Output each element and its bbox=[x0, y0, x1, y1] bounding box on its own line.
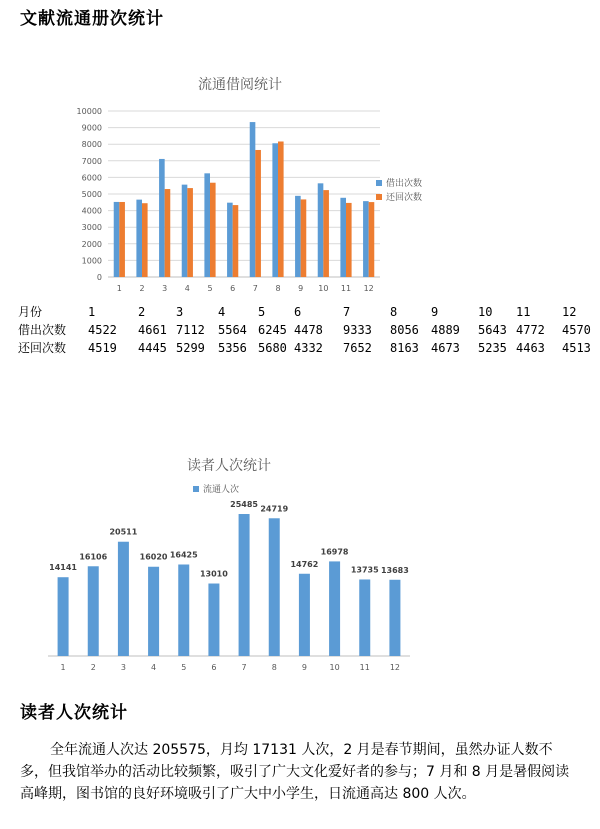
chart1-y-tick-label: 1000 bbox=[81, 256, 102, 266]
chart2-data-label: 24719 bbox=[260, 504, 289, 514]
chart1-y-tick-label: 4000 bbox=[81, 206, 102, 216]
chart1-x-tick-label: 10 bbox=[318, 284, 329, 293]
table-cell-month-10: 10 bbox=[478, 305, 493, 319]
table-cell-lend-12: 4570 bbox=[562, 323, 591, 337]
chart2-data-label: 13010 bbox=[199, 569, 228, 579]
chart1-x-tick-label: 6 bbox=[230, 284, 236, 293]
chart1-legend-label: 还回次数 bbox=[386, 193, 423, 203]
table-cell-month-4: 4 bbox=[218, 305, 226, 319]
chart2-bar bbox=[178, 564, 189, 656]
chart2-x-tick-label: 2 bbox=[90, 663, 96, 672]
chart2-x-tick-label: 6 bbox=[211, 663, 217, 672]
chart2-x-tick-label: 4 bbox=[151, 663, 157, 672]
chart1-x-tick-label: 4 bbox=[184, 284, 190, 293]
chart2-x-tick-label: 5 bbox=[181, 663, 187, 672]
table-cell-month-6: 6 bbox=[294, 305, 302, 319]
chart1-x-tick-label: 12 bbox=[363, 284, 374, 293]
table-cell-month-12: 12 bbox=[562, 305, 577, 319]
chart2-bar bbox=[118, 542, 129, 656]
table-cell-lend-10: 5643 bbox=[478, 323, 507, 337]
chart2-x-tick-label: 1 bbox=[60, 663, 66, 672]
chart2-x-tick-label: 11 bbox=[359, 663, 370, 672]
table-cell-return-6: 4332 bbox=[294, 341, 323, 355]
table-cell-lend-6: 4478 bbox=[294, 323, 323, 337]
chart1-y-tick-label: 5000 bbox=[81, 190, 102, 199]
chart2-data-label: 13735 bbox=[350, 565, 379, 575]
table-cell-return-1: 4519 bbox=[88, 341, 117, 355]
chart2-bar bbox=[269, 518, 280, 656]
table-cell-return-11: 4463 bbox=[516, 341, 545, 355]
chart2-bar bbox=[329, 561, 340, 656]
table-cell-lend-11: 4772 bbox=[516, 323, 545, 337]
chart2-title: 读者人次统计 bbox=[187, 458, 271, 474]
table-cell-return-7: 7652 bbox=[343, 341, 372, 355]
table-cell-return-9: 4673 bbox=[431, 341, 460, 355]
chart2-x-tick-label: 12 bbox=[389, 663, 401, 672]
chart1-y-tick-label: 6000 bbox=[81, 173, 102, 183]
table-cell-month-11: 11 bbox=[516, 305, 531, 319]
chart2-bar bbox=[208, 584, 219, 656]
row-label-return: 还回次数 bbox=[18, 341, 67, 355]
table-cell-return-2: 4445 bbox=[138, 341, 167, 355]
chart2-legend-label: 流通人次 bbox=[203, 485, 240, 495]
chart1-y-tick-label: 9000 bbox=[81, 123, 102, 133]
table-cell-return-10: 5235 bbox=[478, 341, 507, 355]
chart2-data-label: 16978 bbox=[320, 547, 349, 557]
section-heading-readers: 读者人次统计 bbox=[20, 703, 128, 723]
chart2-legend-swatch bbox=[193, 486, 199, 492]
table-cell-return-8: 8163 bbox=[390, 341, 419, 355]
chart2-data-label: 16020 bbox=[139, 552, 168, 562]
row-label-month: 月份 bbox=[18, 305, 43, 319]
chart1-y-tick-label: 0 bbox=[96, 273, 102, 282]
chart1-y-tick-label: 7000 bbox=[81, 156, 102, 166]
table-cell-month-8: 8 bbox=[390, 305, 398, 319]
chart2-bar bbox=[359, 579, 370, 656]
chart2-data-label: 13683 bbox=[380, 565, 409, 575]
table-cell-lend-7: 9333 bbox=[343, 323, 372, 337]
chart1-title: 流通借阅统计 bbox=[198, 77, 282, 93]
chart2-x-tick-label: 9 bbox=[301, 663, 307, 672]
table-cell-lend-3: 7112 bbox=[176, 323, 205, 337]
chart1-x-tick-label: 1 bbox=[116, 284, 122, 293]
chart2-bar bbox=[389, 580, 400, 656]
chart2-bar bbox=[88, 566, 99, 656]
table-cell-return-12: 4513 bbox=[562, 341, 591, 355]
chart2-data-label: 20511 bbox=[109, 527, 138, 537]
chart2-bar bbox=[148, 567, 159, 656]
chart2-x-tick-label: 7 bbox=[241, 663, 247, 672]
chart1-y-tick-label: 3000 bbox=[81, 223, 102, 233]
chart2-data-label: 16425 bbox=[169, 550, 198, 560]
chart1-x-tick-label: 3 bbox=[162, 284, 168, 293]
chart2-bar bbox=[239, 514, 250, 656]
table-cell-return-3: 5299 bbox=[176, 341, 205, 355]
table-cell-return-5: 5680 bbox=[258, 341, 287, 355]
table-cell-lend-4: 5564 bbox=[218, 323, 247, 337]
chart2-data-label: 25485 bbox=[230, 500, 259, 510]
table-cell-lend-5: 6245 bbox=[258, 323, 287, 337]
chart1-x-tick-label: 9 bbox=[298, 284, 304, 293]
chart2-data-label: 16106 bbox=[79, 552, 108, 562]
chart2-x-tick-label: 8 bbox=[271, 663, 277, 672]
table-cell-return-4: 5356 bbox=[218, 341, 247, 355]
table-cell-month-9: 9 bbox=[431, 305, 439, 319]
table-cell-month-1: 1 bbox=[88, 305, 96, 319]
chart1-x-tick-label: 2 bbox=[139, 284, 145, 293]
page-heading-circulation: 文献流通册次统计 bbox=[20, 9, 164, 29]
row-label-lend: 借出次数 bbox=[18, 323, 67, 337]
table-cell-lend-2: 4661 bbox=[138, 323, 167, 337]
chart2-bar bbox=[58, 577, 69, 656]
chart1-x-tick-label: 7 bbox=[252, 284, 258, 293]
chart1-x-tick-label: 11 bbox=[340, 284, 352, 293]
chart2-data-label: 14141 bbox=[49, 563, 78, 573]
chart1-legend-label: 借出次数 bbox=[386, 179, 423, 189]
chart1-x-tick-label: 8 bbox=[275, 284, 281, 293]
chart2-x-tick-label: 10 bbox=[329, 663, 340, 672]
table-cell-month-7: 7 bbox=[343, 305, 351, 319]
chart2-data-label: 14762 bbox=[290, 559, 319, 569]
chart1-x-tick-label: 5 bbox=[207, 284, 213, 293]
chart1-y-tick-label: 8000 bbox=[81, 140, 102, 150]
summary-paragraph: 全年流通人次达 205575，月均 17131 人次，2 月是春节期间，虽然办证人数不多，但我馆举办的活动比较频繁，吸引了广大文化爱好者的参与；7 月和 8 月是暑假阅读高峰期，图书馆的良好环境吸引了广大中小学生，日流通高达 800 人次。 bbox=[20, 742, 570, 802]
table-cell-lend-8: 8056 bbox=[390, 323, 419, 337]
chart1-y-tick-label: 10000 bbox=[76, 107, 102, 116]
table-cell-lend-9: 4889 bbox=[431, 323, 460, 337]
chart1-y-tick-label: 2000 bbox=[81, 239, 102, 249]
table-cell-lend-1: 4522 bbox=[88, 323, 117, 337]
chart2-x-tick-label: 3 bbox=[120, 663, 126, 672]
table-cell-month-2: 2 bbox=[138, 305, 146, 319]
table-cell-month-3: 3 bbox=[176, 305, 184, 319]
chart2-bar bbox=[299, 574, 310, 656]
table-cell-month-5: 5 bbox=[258, 305, 266, 319]
